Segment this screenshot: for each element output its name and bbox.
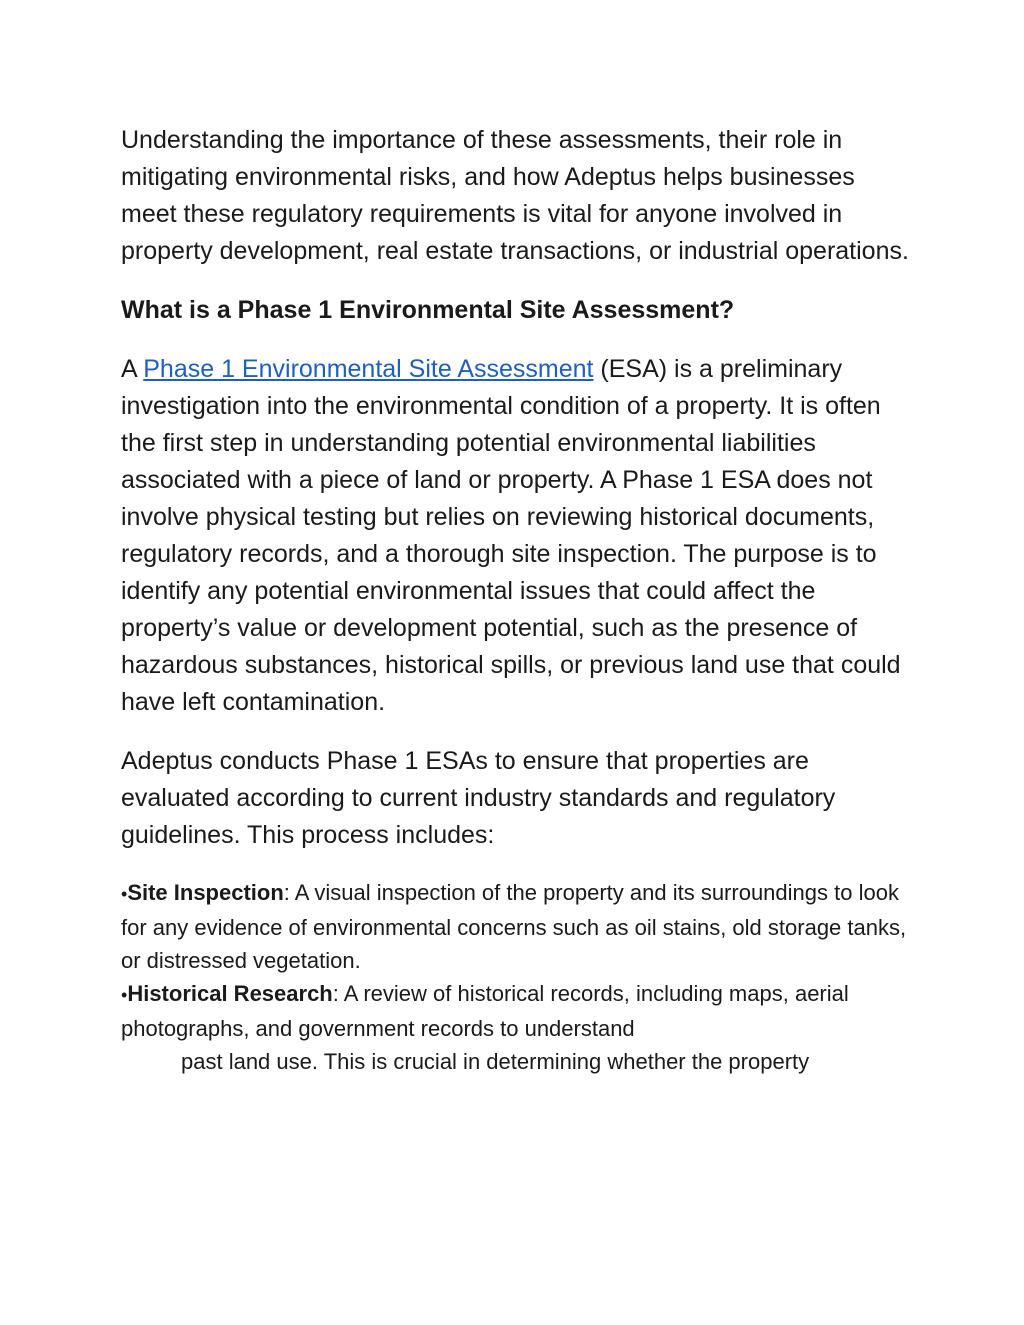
bullet-text: : A review of historical records, including maps, aerial photographs, and government records to understand xyxy=(121,981,849,1041)
continuation-line: past land use. This is crucial in determining whether the property xyxy=(181,1049,810,1074)
bullet-text: : A visual inspection of the property and its surroundings to look for any evidence of environmental concerns such as oil stains, old storage tanks, or distressed vegetation. xyxy=(121,880,907,973)
intro-paragraph: Understanding the importance of these assessments, their role in mitigating environmental risks, and how Adeptus helps businesses meet these regulatory requirements is vital for anyone involved in property development, real estate transactions, or industrial operations. xyxy=(121,126,909,265)
bullet-site-inspection xyxy=(121,876,911,977)
bullet-title: Historical Research xyxy=(127,981,333,1006)
bullet-icon: • xyxy=(121,884,128,904)
definition-paragraph xyxy=(121,351,911,721)
definition-prefix: A xyxy=(121,355,144,383)
phase1-esa-link[interactable]: Phase 1 Environmental Site Assessment xyxy=(143,355,594,383)
process-paragraph: Adeptus conducts Phase 1 ESAs to ensure that properties are evaluated according to current industry standards and regulatory guidelines. This process includes: xyxy=(121,747,836,849)
section-heading: What is a Phase 1 Environmental Site Assessment? xyxy=(121,296,735,324)
bullet-icon: • xyxy=(121,985,128,1005)
bullet-historical-research xyxy=(121,977,911,1045)
bullet-title: Site Inspection xyxy=(127,880,284,905)
document-page xyxy=(121,122,911,1078)
definition-body: (ESA) is a preliminary investigation into the environmental condition of a property. It is often the first step in understanding potential environmental liabilities associated with a piece of land or property. A Phase 1 ESA does not involve physical testing but relies on reviewing historical documents, regulatory records, and a thorough site inspection. The purpose is to identify any potential environmental issues that could affect the property’s value or development potential, such as the presence of hazardous substances, historical spills, or previous land use that could have left contamination. xyxy=(121,355,901,716)
